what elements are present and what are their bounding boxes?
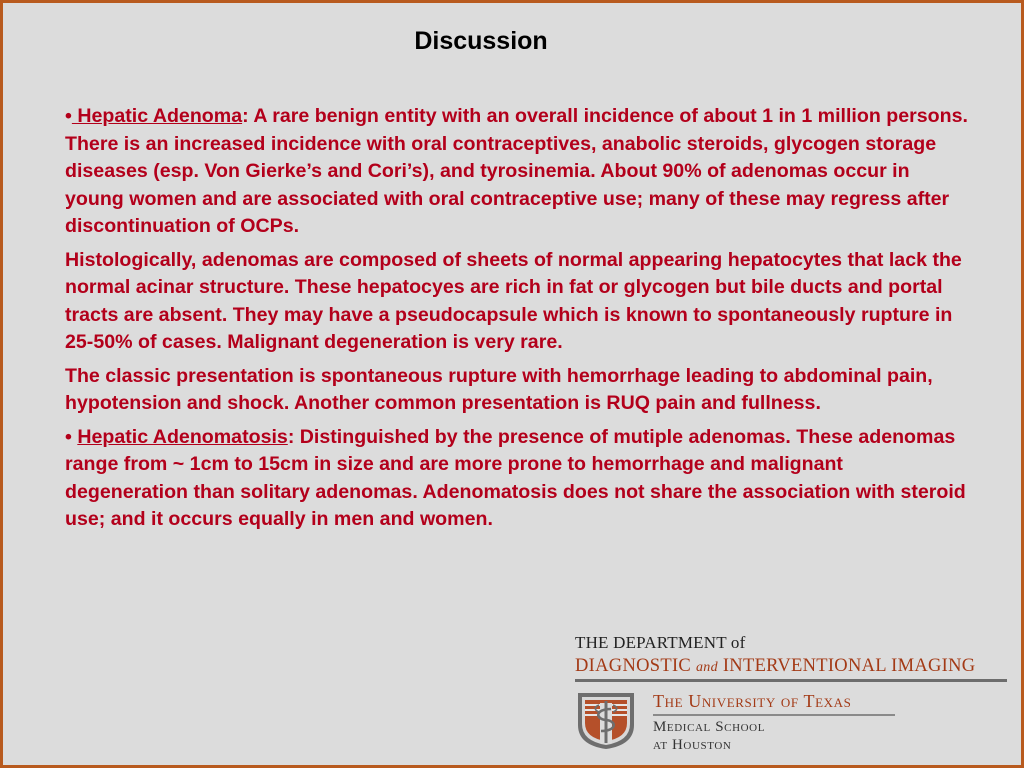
slide-body: [65, 103, 970, 540]
department-name-diagnostic: DIAGNOSTIC: [575, 656, 692, 676]
university-divider: [653, 714, 895, 716]
heading-hepatic-adenomatosis: Hepatic Adenomatosis: [77, 425, 288, 448]
paragraph-presentation: The classic presentation is spontaneous rupture with hemorrhage leading to abdominal pain, hypotension and shock. Another common presentation is RUQ pain and fullness.: [65, 364, 933, 414]
paragraph-hepatic-adenoma: [65, 103, 970, 241]
paragraph-histology: Histologically, adenomas are composed of sheets of normal appearing hepatocytes that lack the normal acinar structure. These hepatocyes are rich in fat or glycogen but bile ducts and portal tracts are absent. They may have a pseudocapsule which is known to spontaneously rupture in 25-50% of cases. Malignant degeneration is very rare.: [65, 248, 962, 353]
medical-school: Medical School: [653, 719, 766, 735]
department-line: THE DEPARTMENT of: [575, 633, 746, 652]
paragraph-text: : A rare benign entity with an overall incidence of about 1 in 1 million persons. There is an increased incidence with oral contraceptives, anabolic steroids, glycogen storage diseases (esp. Von Gierke’s and Cori’s), and tyrosinemia. About 90% of adenomas occur in young women and are associated with oral contraceptive use; many of these may regress after discontinuation of OCPs.: [65, 105, 968, 237]
heading-hepatic-adenoma: Hepatic Adenoma: [71, 105, 243, 127]
department-logo: [575, 631, 1007, 761]
department-name-interventional: INTERVENTIONAL IMAGING: [722, 656, 976, 676]
university-seal-icon: [575, 689, 637, 751]
department-name-and: and: [696, 660, 718, 675]
bullet: •: [65, 425, 78, 448]
school-location: at Houston: [653, 737, 732, 753]
paragraph-adenomatosis: [65, 424, 970, 534]
university-name: The University of Texas: [653, 691, 852, 711]
department-name: [575, 656, 1007, 677]
slide-title: Discussion: [414, 27, 548, 55]
logo-divider: [575, 679, 1007, 682]
paragraph-text: : Distinguished by the presence of mutiple adenomas. These adenomas range from ~ 1cm to 15cm in size and are more prone to hemorrhage and malignant degeneration than solitary adenomas. Adenomatosis does not share the association with steroid use; and it occurs equally in men and women.: [65, 425, 966, 530]
bullet: •: [65, 105, 72, 127]
